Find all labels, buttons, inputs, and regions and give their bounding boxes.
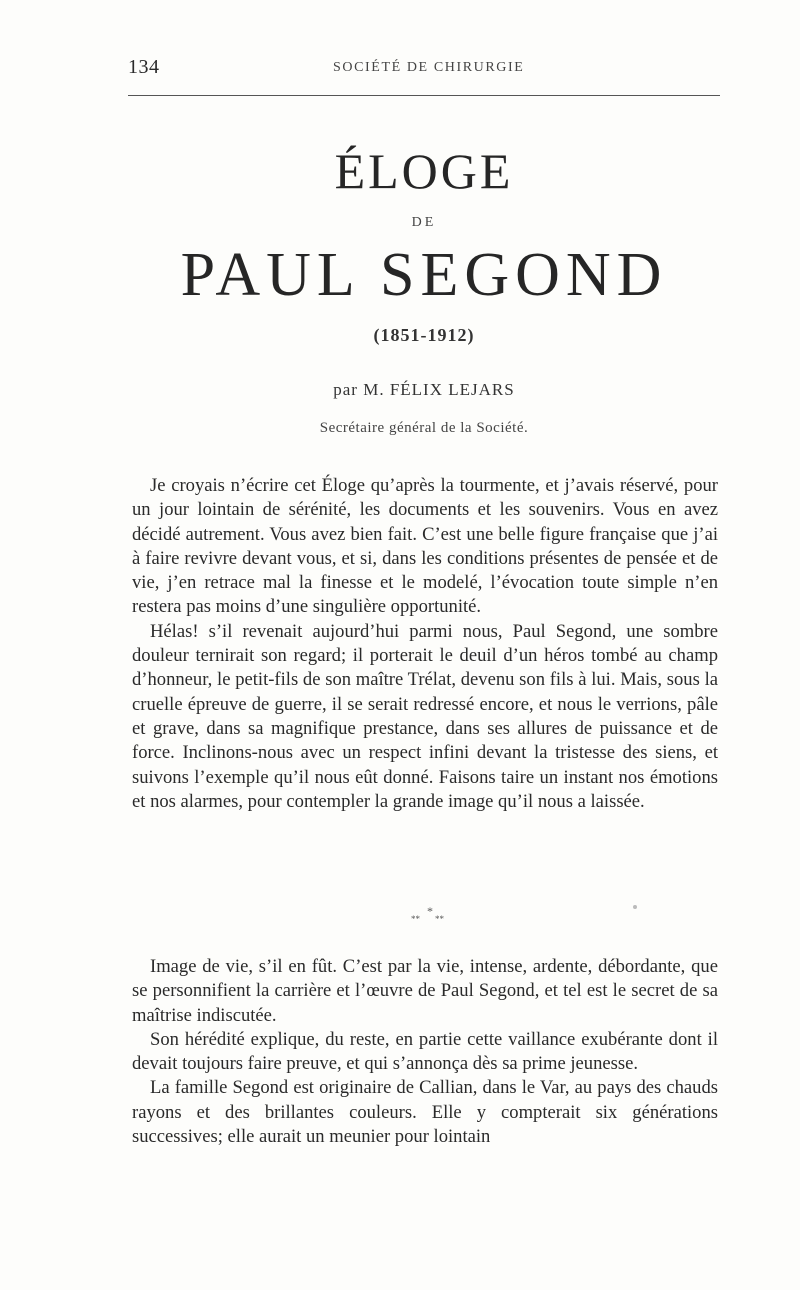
print-speck — [633, 905, 637, 909]
asterisk-icon: ** — [411, 914, 420, 924]
title-dates: (1851-1912) — [373, 325, 475, 345]
paragraph: La famille Segond est originaire de Callian, dans le Var, au pays des chauds rayons et des brillantes couleurs. Elle y compterait six générations successives; elle aurait un meunier pour lointain — [132, 1077, 718, 1148]
header-rule — [128, 95, 720, 96]
asterisk-icon: * — [427, 904, 433, 918]
paragraph: Je croyais n’écrire cet Éloge qu’après la tourmente, et j’avais réservé, pour un jour lointain de sérénité, les documents et les souvenirs. Vous en avez décidé autrement. Vous avez bien fait. C’est une belle figure française que j’ai à faire revivre devant vous, et si, dans les conditions présentes de pensée et de vie, j’en retrace mal la finesse et le modelé, l’évocation toute simple n’en restera pas moins d’une singulière opportunité. — [132, 475, 718, 618]
author-role: Secrétaire général de la Société. — [319, 420, 529, 436]
running-title: SOCIÉTÉ DE CHIRURGIE — [333, 60, 525, 75]
paragraph: Hélas! s’il revenait aujourd’hui parmi nous, Paul Segond, une sombre douleur ternirait son regard; il porterait le deuil d’un héros tombé au champ d’honneur, le petit-fils de son maître Trélat, devenu son fils à lui. Mais, sous la cruelle épreuve de guerre, il se serait redressé encore, et nous le verrions, pâle et grave, dans sa magnifique prestance, dans ses allures de puissance et de force. Inclinons-nous avec un respect infini devant la tristesse des siens, et suivons l’exemple qu’il nous eût donné. Faisons taire un instant nos émotions et nos alarmes, pour contempler la grande image qu’il nous a laissée. — [132, 620, 718, 812]
title-name: PAUL SEGOND — [180, 241, 668, 309]
paragraph: Image de vie, s’il en fût. C’est par la vie, intense, ardente, débordante, que se personnifient la carrière et l’œuvre de Paul Segond, et tel est le secret de sa maîtrise indiscutée. — [132, 956, 718, 1026]
asterisk-icon: ** — [435, 914, 444, 924]
paragraph: Son hérédité explique, du reste, en partie cette vaillance exubérante dont il devait toujours faire preuve, et qui s’annonça dès sa prime jeunesse. — [132, 1028, 718, 1075]
body-text-part1 — [132, 474, 718, 814]
title-de: DE — [411, 215, 437, 230]
title-eloge: ÉLOGE — [334, 143, 514, 199]
running-head — [128, 56, 720, 80]
author-line: par M. FÉLIX LEJARS — [333, 380, 515, 399]
page-number: 134 — [128, 56, 160, 78]
body-text-part2 — [132, 955, 718, 1149]
section-separator — [405, 905, 455, 935]
